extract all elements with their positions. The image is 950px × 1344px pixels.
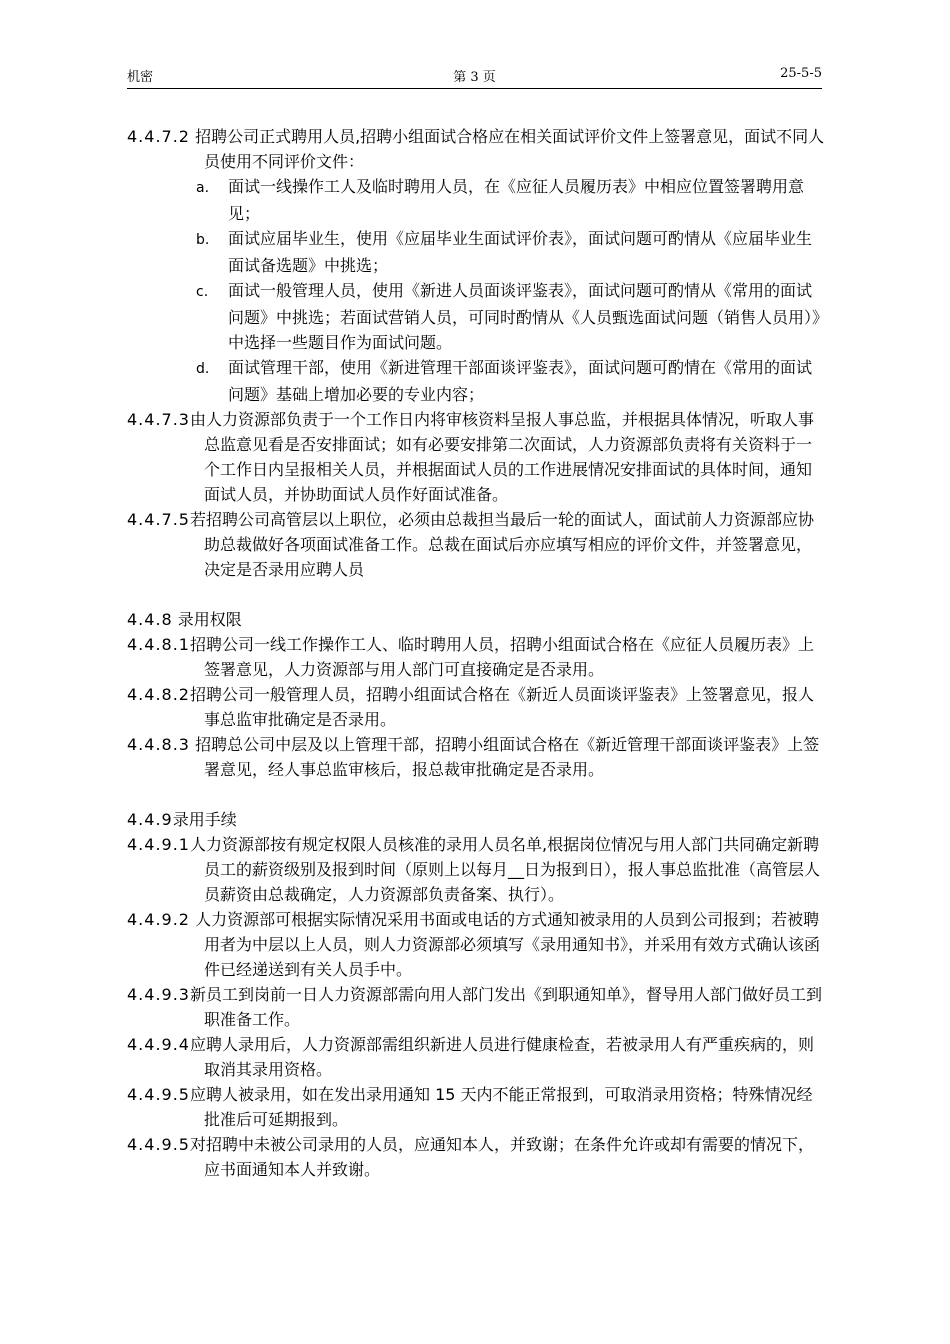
- section-4-4-9-heading: [127, 807, 827, 832]
- section-text: 招聘公司正式聘用人员,招聘小组面试合格应在相关面试评价文件上签署意见，面试不同人员使用不同评价文件：: [189, 127, 825, 171]
- page-header: [127, 62, 822, 89]
- spacer: [127, 582, 827, 607]
- header-page-number: 第 3 页: [453, 70, 496, 85]
- list-item-a: [127, 174, 827, 226]
- section-number: 4.4.9.2: [127, 910, 190, 929]
- section-4-4-9-2: [127, 907, 827, 982]
- document-body: [127, 124, 827, 1182]
- list-item-b: [127, 226, 827, 278]
- section-4-4-8-1: [127, 632, 827, 682]
- section-4-4-9-4: [127, 1032, 827, 1082]
- section-text: 招聘公司一线工作操作工人、临时聘用人员，招聘小组面试合格在《应征人员履历表》上签署意见，人力资源部与用人部门可直接确定是否录用。: [189, 635, 814, 679]
- section-text: 若招聘公司高管层以上职位，必须由总裁担当最后一轮的面试人，面试前人力资源部应协助总裁做好各项面试准备工作。总裁在面试后亦应填写相应的评价文件，并签署意见，决定是否录用应聘人员: [189, 510, 814, 579]
- section-number: 4.4.8.1: [127, 635, 190, 654]
- section-title: 录用权限: [172, 610, 242, 629]
- section-text: 招聘总公司中层及以上管理干部，招聘小组面试合格在《新近管理干部面谈评鉴表》上签署意见，经人事总监审核后，报总裁审批确定是否录用。: [189, 735, 820, 779]
- list-marker: a.: [196, 180, 210, 196]
- header-confidential: 机密: [127, 70, 154, 85]
- section-4-4-8-heading: [127, 607, 827, 632]
- list-item-d: [127, 355, 827, 407]
- list-item-c: [127, 278, 827, 355]
- section-number: 4.4.8: [127, 610, 173, 629]
- section-text: 人力资源部按有规定权限人员核准的录用人员名单,根据岗位情况与用人部门共同确定新聘员工的薪资级别及报到时间（原则上以每月__日为报到日），报人事总监批准（高管层人员薪资由总裁确定，人力资源部负责备案、执行）。: [189, 835, 821, 904]
- section-4-4-7-5: [127, 507, 827, 582]
- section-text: 由人力资源部负责于一个工作日内将审核资料呈报人事总监，并根据具体情况，听取人事总监意见看是否安排面试；如有必要安排第二次面试，人力资源部负责将有关资料于一个工作日内呈报相关人员，并根据面试人员的工作进展情况安排面试的具体时间，通知面试人员，并协助面试人员作好面试准备。: [189, 410, 814, 504]
- section-number: 4.4.7.5: [127, 510, 190, 529]
- header-date: 25-5-5: [780, 66, 822, 81]
- section-4-4-9-3: [127, 982, 827, 1032]
- section-4-4-7-2: [127, 124, 827, 174]
- section-text: 新员工到岗前一日人力资源部需向用人部门发出《到职通知单》，督导用人部门做好员工到职准备工作。: [189, 985, 822, 1029]
- section-4-4-9-1: [127, 832, 827, 907]
- section-text: 应聘人被录用，如在发出录用通知 15 天内不能正常报到，可取消录用资格；特殊情况经批准后可延期报到。: [189, 1085, 813, 1129]
- section-number: 4.4.7.3: [127, 410, 190, 429]
- list-text: 面试管理干部，使用《新进管理干部面谈评鉴表》，面试问题可酌情在《常用的面试问题》基础上增加必要的专业内容；: [228, 358, 813, 404]
- section-4-4-9-5: [127, 1082, 827, 1132]
- list-text: 面试应届毕业生，使用《应届毕业生面试评价表》，面试问题可酌情从《应届毕业生面试备选题》中挑选；: [228, 229, 813, 275]
- section-4-4-8-3: [127, 732, 827, 782]
- section-4-4-8-2: [127, 682, 827, 732]
- section-number: 4.4.9.1: [127, 835, 190, 854]
- section-text: 人力资源部可根据实际情况采用书面或电话的方式通知被录用的人员到公司报到；若被聘用者为中层以上人员，则人力资源部必须填写《录用通知书》，并采用有效方式确认该函件已经递送到有关人员手中。: [189, 910, 821, 979]
- section-number: 4.4.9.4: [127, 1035, 190, 1054]
- section-number: 4.4.9: [127, 810, 173, 829]
- section-number: 4.4.9.3: [127, 985, 190, 1004]
- list-text: 面试一般管理人员，使用《新进人员面谈评鉴表》，面试问题可酌情从《常用的面试问题》中挑选；若面试营销人员，可同时酌情从《人员甄选面试问题（销售人员用）》中选择一些题目作为面试问题。: [228, 281, 821, 352]
- section-number: 4.4.7.2: [127, 127, 190, 146]
- section-title: 录用手续: [172, 810, 237, 829]
- section-number: 4.4.9.5: [127, 1135, 190, 1154]
- list-marker: c.: [196, 284, 209, 300]
- spacer: [127, 782, 827, 807]
- list-marker: b.: [196, 232, 210, 248]
- section-text: 应聘人录用后，人力资源部需组织新进人员进行健康检查，若被录用人有严重疾病的，则取消其录用资格。: [189, 1035, 814, 1079]
- section-number: 4.4.8.3: [127, 735, 190, 754]
- section-number: 4.4.8.2: [127, 685, 190, 704]
- section-text: 对招聘中未被公司录用的人员，应通知本人，并致谢；在条件允许或却有需要的情况下，应书面通知本人并致谢。: [189, 1135, 814, 1179]
- list-marker: d.: [196, 361, 210, 377]
- section-number: 4.4.9.5: [127, 1085, 190, 1104]
- section-4-4-9-5-b: [127, 1132, 827, 1182]
- section-text: 招聘公司一般管理人员，招聘小组面试合格在《新近人员面谈评鉴表》上签署意见，报人事总监审批确定是否录用。: [189, 685, 814, 729]
- list-text: 面试一线操作工人及临时聘用人员，在《应征人员履历表》中相应位置签署聘用意见；: [228, 177, 805, 223]
- section-4-4-7-3: [127, 407, 827, 507]
